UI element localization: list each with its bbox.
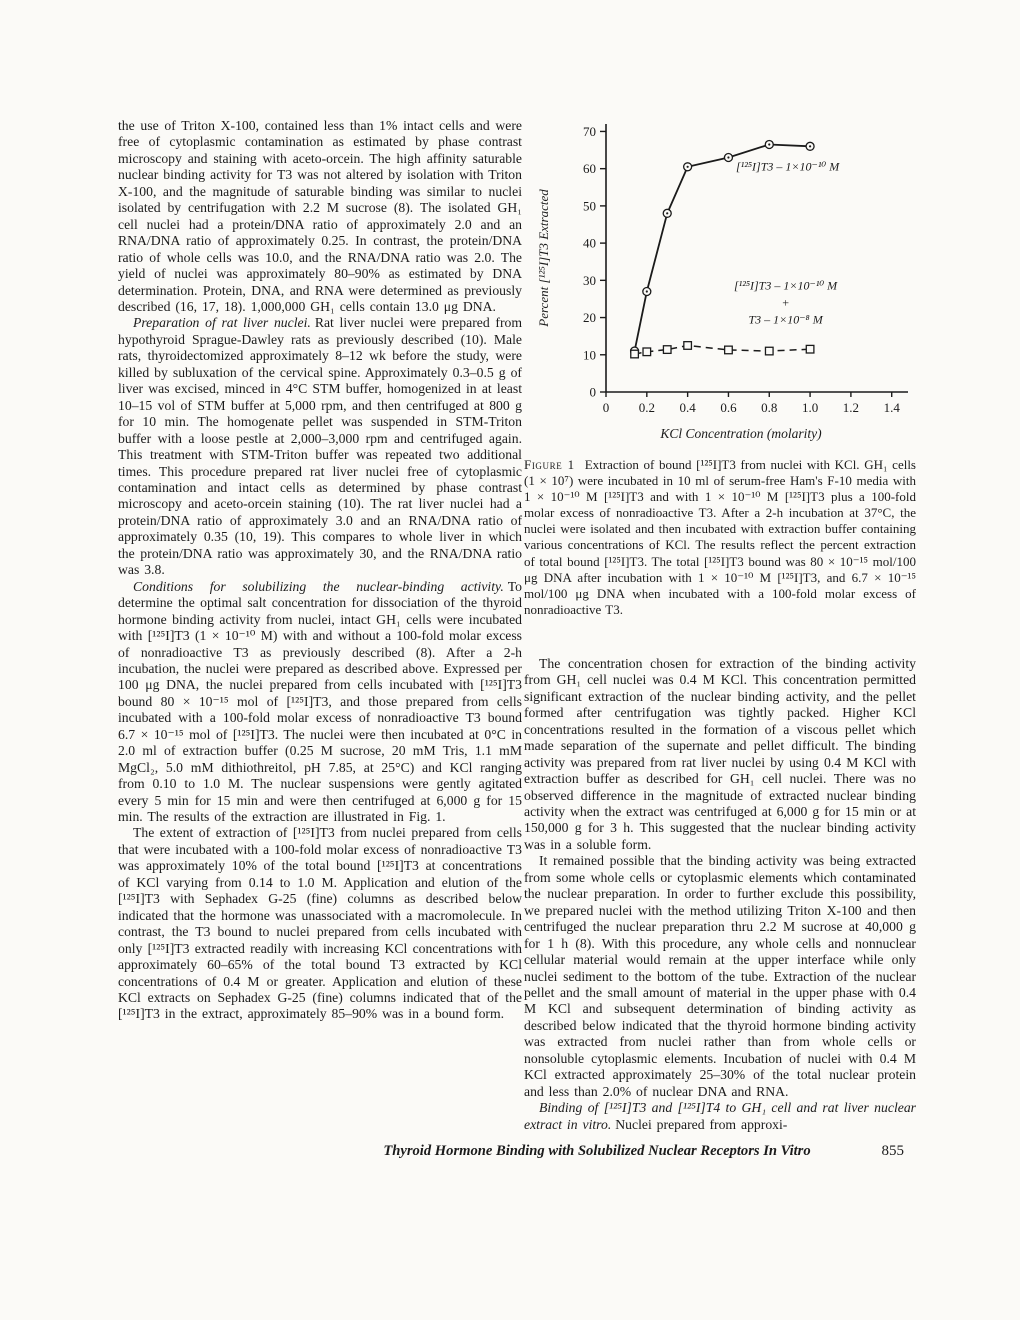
paragraph-text: To determine the optimal salt concentration for dissociation of the thyroid hormone binding activity from nuclei, intact GH₁ cells were incubated with [¹²⁵I]T3 (1 × 10⁻¹⁰ M) with and without a 100-fold molar excess of nonradioactive T3 as previously described (8). After a 2-h incubation, the nuclei were prepared as described above. Expressed per 100 μg DNA, the nuclei prepared from cells incubated with [¹²⁵I]T3 bound 80 × 10⁻¹⁵ mol of [¹²⁵I]T3, and those prepared from cells incubated with a 100-fold molar excess of nonradioactive T3 bound 6.7 × 10⁻¹⁵ mol of [¹²⁵I]T3. The nuclei were then incubated at 0°C in 2.0 ml of extraction buffer (0.25 M sucrose, 20 mM Tris, 1.1 mM MgCl₂, 5.0 mM dithiothreitol, pH 7.85, at 25°C) and KCl ranging from 0.10 to 1.0 M. The nuclear suspensions were gently agitated every 5 min for 15 min and were then centrifuged at 6,000 g for 15 min. The results of the extraction are illustrated in Fig. 1. <box>118 578 522 825</box>
paragraph-lead: Binding of [¹²⁵I]T3 and [¹²⁵I]T4 to GH₁ cell and rat liver nuclear extract in vitro. <box>524 1100 916 1132</box>
svg-text:0.2: 0.2 <box>638 400 655 415</box>
svg-text:+: + <box>781 295 790 310</box>
figure-1-chart <box>534 110 914 444</box>
svg-text:[¹²⁵I]T3 – 1×10⁻¹⁰ M: [¹²⁵I]T3 – 1×10⁻¹⁰ M <box>733 278 838 293</box>
figure-caption-text: Extraction of bound [¹²⁵I]T3 from nuclei with KCl. GH₁ cells (1 × 10⁷) were incubated in 10 ml of serum-free Ham's F-10 media with 1 × 10⁻¹⁰ M [¹²⁵I]T3 and with 1 × 10⁻¹⁰ M [¹²⁵I]T3 plus a 100-fold molar excess of nonradioactive T3. After a 2-h incubation at 37°C, the nuclei were isolated and then incubated with extraction buffer containing various concentrations of KCl. The results reflect the percent extraction of total bound [¹²⁵I]T3. The total [¹²⁵I]T3 bound was 80 × 10⁻¹⁵ mol/100 μg DNA after incubation with 1 × 10⁻¹⁰ M [¹²⁵I]T3, and 6.7 × 10⁻¹⁵ mol/100 μg DNA when incubated with a 100-fold molar excess of nonradioactive T3. <box>524 457 916 617</box>
svg-text:[¹²⁵I]T3 – 1×10⁻¹⁰ M: [¹²⁵I]T3 – 1×10⁻¹⁰ M <box>736 159 840 174</box>
paragraph-lead: Conditions for solubilizing the nuclear-binding activity. <box>133 578 504 594</box>
paragraph-text: The concentration chosen for extraction of the binding activity from GH₁ cell nuclei was 0.4 M KCl. This concentration permitted significant extraction of the nuclear binding activity, and the pellet formed after centrifugation was tightly packed. Higher KCl concentrations resulted in the formation of a viscous pellet which made separation of the supernate and pellet difficult. The binding activity was prepared from rat liver nuclei by using 0.4 M KCl with extraction buffer as described for GH₁ cell nuclei. There was no observed difference in the magnitude of extracted nuclear binding activity when the extract was centrifuged at 6,000 g for 15 min or at 150,000 g for 3 h. This suggested that the nuclear binding activity was in a soluble form. <box>524 655 916 852</box>
left-column <box>118 118 522 1023</box>
right-column <box>524 110 916 1133</box>
paragraph <box>118 579 522 826</box>
paragraph-text: Nuclei prepared from approxi- <box>615 1116 788 1132</box>
svg-text:1.2: 1.2 <box>842 400 860 415</box>
page-number: 855 <box>881 1143 904 1159</box>
paragraph-text: It remained possible that the binding activity was being extracted from some whole cells or cytoplasmic elements which contaminated the nuclear preparation. In order to further exclude this possibility, we prepared nuclei with the method utilizing Triton X-100 and then centrifuged the nuclear preparation thru 2.2 M sucrose at 40,000 g for 1 h (8). With this procedure, any whole cells and nonnuclear cellular material would remain at the upper interface while only nuclei sediment to the bottom of the tube. Extraction of the nuclear pellet and the small amount of material in the upper phase with 0.4 M KCl and subsequent determination of binding activity as described below indicated that the thyroid hormone binding activity was extracted from nuclei rather than from whole cells or nonsoluble cytoplasmic elements. Incubation of nuclei with 0.4 M KCl extracted approximately 25–30% of the total nuclear protein and less than 2.0% of nuclear DNA and RNA. <box>524 853 916 1099</box>
paragraph-text: The extent of extraction of [¹²⁵I]T3 from nuclei prepared from cells that were incubated with a 100-fold molar excess of nonradioactive T3 was approximately 10% of the total bound [¹²⁵I]T3 at concentrations of KCl varying from 0.14 to 1.0 M. Application and elution of the [¹²⁵I]T3 with Sephadex G-25 (fine) columns as described below indicated that the hormone was unassociated with a macromolecule. In contrast, the T3 bound to nuclei prepared from cells incubated with only [¹²⁵I]T3 extracted readily with increasing KCl concentrations with approximately 60–65% of the total bound T3 extracted by KCl concentrations of 0.4 M or greater. Application and elution of these KCl extracts on Sephadex G-25 (fine) columns indicated that of the [¹²⁵I]T3 in the extract, approximately 85–90% was in a bound form. <box>118 825 522 1022</box>
paragraph-text: Rat liver nuclei were prepared from hypothyroid Sprague-Dawley rats as previously described (10). Male rats, thyroidectomized approximately 8–12 wk before the study, were killed by subluxation of the cervical spine. Approximately 0.3–0.5 g of liver was excised, minced in 4°C STM buffer, homogenized in at least 10–15 vol of STM buffer at 5,000 rpm, and then centrifuged at 800 g for 10 min. The homogenate pellet was suspended in STM-Triton buffer with a loose pestle at 2,000–3,000 rpm and centrifuged again. This treatment with STM-Triton buffer was repeated two additional times. This procedure prepared rat liver nuclei free of cytoplasmic contamination and intact cells as determined by phase contrast microscopy and aceto-orcein staining (10). The rat liver nuclei had a protein/DNA ratio of approximately 3.0 and an RNA/DNA ratio of approximately 0.35 (10, 19). This compares to whole liver in which the protein/DNA ratio was approximately 30, and the RNA/DNA ratio was 3.8. <box>118 315 522 578</box>
svg-text:20: 20 <box>583 310 596 326</box>
paragraph <box>118 315 522 578</box>
paragraph <box>524 853 916 1100</box>
svg-text:T3 – 1×10⁻⁸ M: T3 – 1×10⁻⁸ M <box>748 312 823 327</box>
svg-text:1.0: 1.0 <box>801 400 819 415</box>
svg-text:40: 40 <box>583 235 596 251</box>
svg-text:0: 0 <box>602 400 610 415</box>
paragraph <box>118 825 522 1022</box>
svg-text:30: 30 <box>583 272 596 288</box>
paragraph <box>118 118 522 315</box>
svg-text:KCl Concentration (molarity): KCl Concentration (molarity) <box>660 426 822 441</box>
svg-text:50: 50 <box>583 198 596 214</box>
page-footer <box>120 1143 906 1165</box>
running-title: Thyroid Hormone Binding with Solubilized Nuclear Receptors In Vitro <box>383 1143 811 1159</box>
paragraph-text: the use of Triton X-100, contained less than 1% intact cells and were free of cytoplasmic contamination as estimated by phase contrast microscopy and staining with aceto-orcein. The high affinity saturable nuclear binding activity for T3 was not altered by isolation with Triton X-100, and the magnitude of saturable binding was similar to nuclei isolated by centrifugation with 2.2 M sucrose (8). The isolated GH₁ cell nuclei had a protein/DNA ratio of approximately 2.0 and an RNA/DNA ratio of approximately 0.25. In contrast, the protein/DNA ratio of whole cells was 10.0, and the RNA/DNA ratio was 2.0. The yield of nuclei was approximately 80–90% as estimated by DNA determination. Protein, DNA, and RNA were determined as previously described (16, 17, 18). 1,000,000 GH₁ cells contain 13.0 μg DNA. <box>118 118 522 314</box>
svg-text:Percent [¹²⁵I]T3 Extracted: Percent [¹²⁵I]T3 Extracted <box>536 189 551 327</box>
paragraph <box>524 1100 916 1133</box>
paragraph-lead: Preparation of rat liver nuclei. <box>133 315 311 331</box>
svg-text:70: 70 <box>583 123 596 139</box>
svg-text:0: 0 <box>589 384 596 400</box>
paragraph <box>524 656 916 853</box>
svg-text:0.4: 0.4 <box>679 400 696 415</box>
figure-1-caption <box>524 457 916 618</box>
figure-caption-label: Figure 1 <box>524 457 575 472</box>
figure-1 <box>534 110 916 449</box>
svg-text:10: 10 <box>583 347 596 363</box>
right-column-text <box>524 656 916 1133</box>
svg-text:1.4: 1.4 <box>883 400 900 415</box>
svg-text:0.6: 0.6 <box>720 400 737 415</box>
svg-text:60: 60 <box>583 161 596 177</box>
svg-text:0.8: 0.8 <box>761 400 778 415</box>
